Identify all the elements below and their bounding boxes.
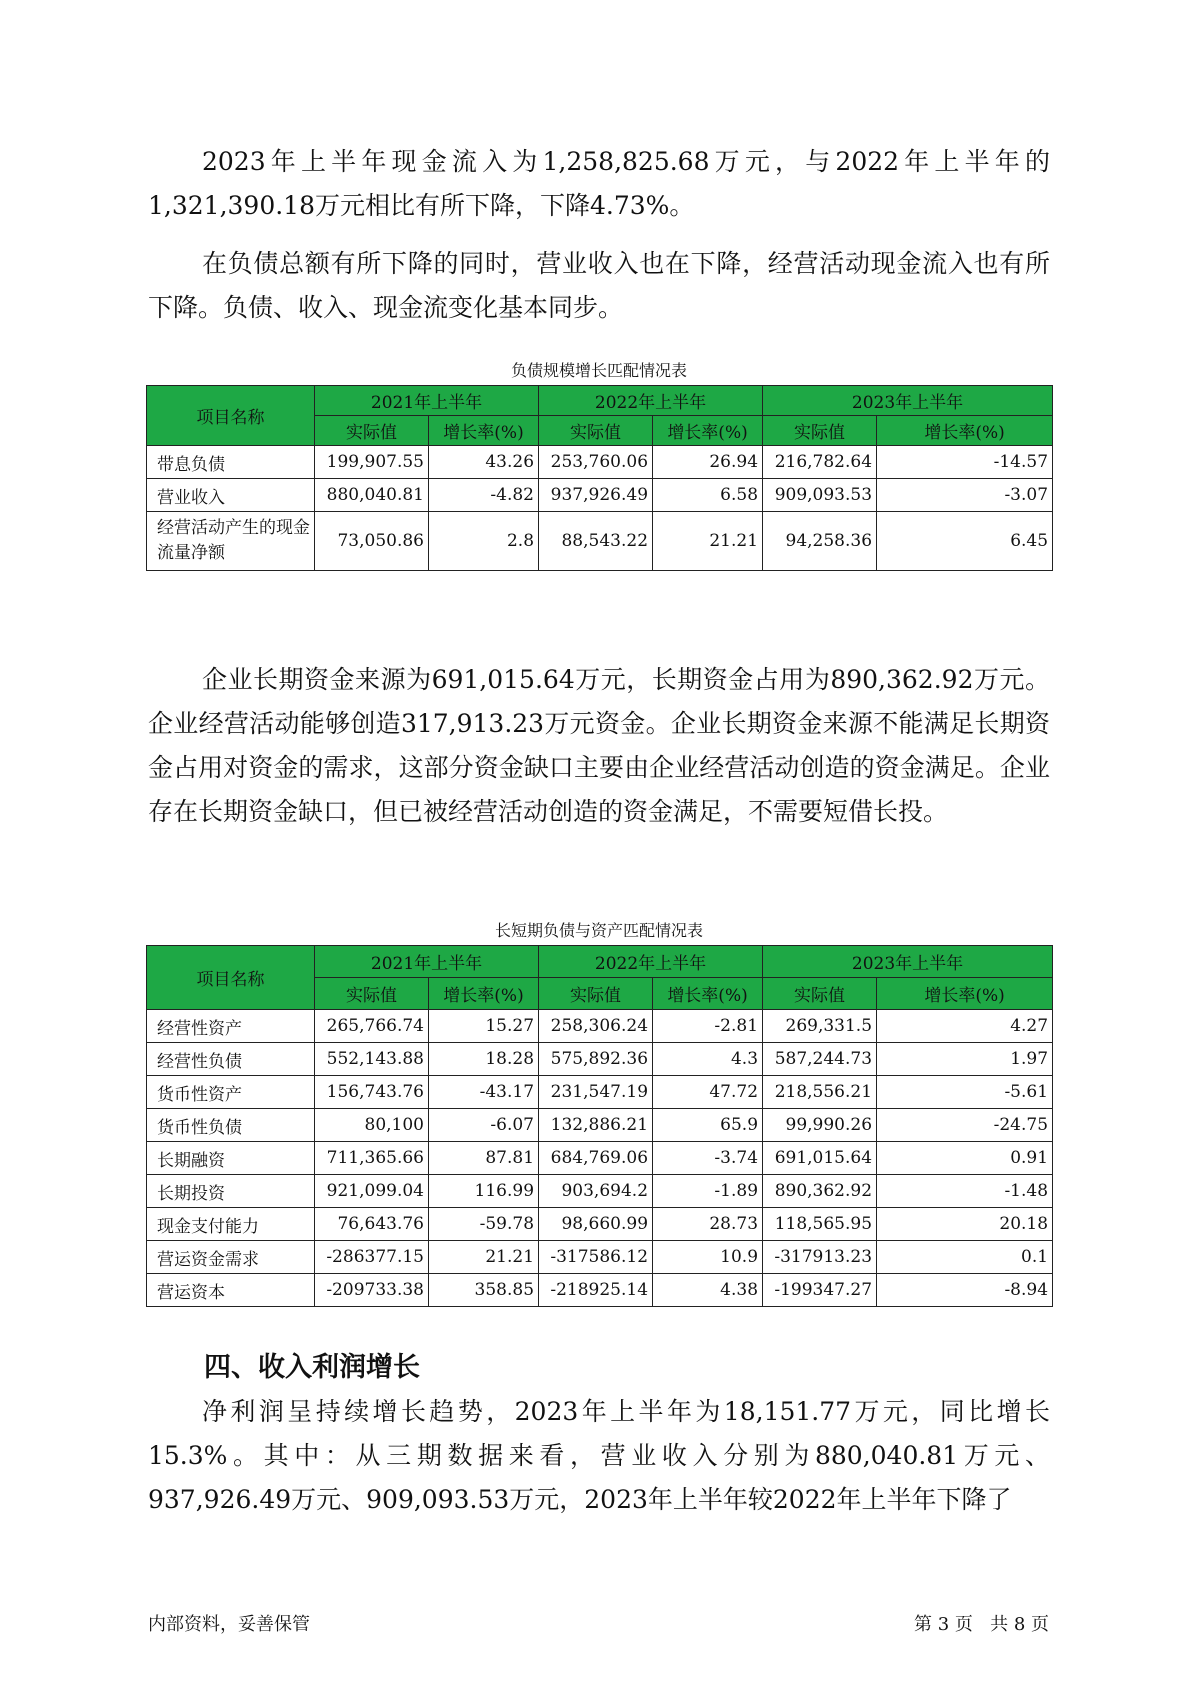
paragraph-long-term-funding: 企业长期资金来源为691,015.64万元，长期资金占用为890,362.92万元。企业经营活动能够创造317,913.23万元资金。企业长期资金来源不能满足长期资金占用对资金的需求，这部分资金缺口主要由企业经营活动创造的资金满足。企业存在长期资金缺口，但已被经营活动创造的资金满足，不需要短借长投。 xyxy=(148,665,1050,826)
table-row xyxy=(147,479,1053,512)
cell-value: 118,565.95 xyxy=(763,1208,877,1241)
cell-value: 88,543.22 xyxy=(539,512,653,571)
header-growth: 增长率(%) xyxy=(877,978,1053,1010)
row-label: 带息负债 xyxy=(147,446,315,479)
cell-value: 98,660.99 xyxy=(539,1208,653,1241)
cell-value: -199347.27 xyxy=(763,1274,877,1307)
cell-value: 10.9 xyxy=(653,1241,763,1274)
cell-value: -286377.15 xyxy=(315,1241,429,1274)
header-actual: 实际值 xyxy=(539,978,653,1010)
cell-value: 880,040.81 xyxy=(315,479,429,512)
asset-liability-match-table xyxy=(146,945,1053,1307)
header-item-name: 项目名称 xyxy=(147,946,315,1010)
cell-value: 4.27 xyxy=(877,1010,1053,1043)
row-label: 长期投资 xyxy=(147,1175,315,1208)
cell-value: 132,886.21 xyxy=(539,1109,653,1142)
cell-value: 691,015.64 xyxy=(763,1142,877,1175)
cell-value: -317913.23 xyxy=(763,1241,877,1274)
row-label: 货币性资产 xyxy=(147,1076,315,1109)
cell-value: 258,306.24 xyxy=(539,1010,653,1043)
cell-value: -317586.12 xyxy=(539,1241,653,1274)
paragraph-profit-growth: 净利润呈持续增长趋势，2023年上半年为18,151.77万元，同比增长15.3%。其中：从三期数据来看，营业收入分别为880,040.81万元、937,926.49万元、909,093.53万元，2023年上半年较2022年上半年下降了 xyxy=(148,1397,1050,1514)
cell-value: -5.61 xyxy=(877,1076,1053,1109)
cell-value: 358.85 xyxy=(429,1274,539,1307)
header-actual: 实际值 xyxy=(763,416,877,446)
table-row xyxy=(147,1142,1053,1175)
cell-value: 552,143.88 xyxy=(315,1043,429,1076)
header-period-2022: 2022年上半年 xyxy=(539,386,763,416)
cell-value: 6.45 xyxy=(877,512,1053,571)
cell-value: 890,362.92 xyxy=(763,1175,877,1208)
table-row xyxy=(147,1241,1053,1274)
cell-value: 43.26 xyxy=(429,446,539,479)
cell-value: 216,782.64 xyxy=(763,446,877,479)
cell-value: 231,547.19 xyxy=(539,1076,653,1109)
table-row xyxy=(147,1208,1053,1241)
row-label: 货币性负债 xyxy=(147,1109,315,1142)
row-label: 经营性负债 xyxy=(147,1043,315,1076)
header-actual: 实际值 xyxy=(539,416,653,446)
header-period-2021: 2021年上半年 xyxy=(315,386,539,416)
row-label: 营运资金需求 xyxy=(147,1241,315,1274)
header-growth: 增长率(%) xyxy=(429,416,539,446)
header-growth: 增长率(%) xyxy=(653,416,763,446)
cell-value: 684,769.06 xyxy=(539,1142,653,1175)
cell-value: 21.21 xyxy=(653,512,763,571)
header-item-name: 项目名称 xyxy=(147,386,315,446)
header-actual: 实际值 xyxy=(763,978,877,1010)
table-row xyxy=(147,1274,1053,1307)
cell-value: 1.97 xyxy=(877,1043,1053,1076)
cell-value: -1.89 xyxy=(653,1175,763,1208)
cell-value: 269,331.5 xyxy=(763,1010,877,1043)
cell-value: -4.82 xyxy=(429,479,539,512)
cell-value: 87.81 xyxy=(429,1142,539,1175)
table-row xyxy=(147,1175,1053,1208)
header-period-2023: 2023年上半年 xyxy=(763,946,1053,978)
table-row xyxy=(147,1010,1053,1043)
row-label: 营业收入 xyxy=(147,479,315,512)
debt-growth-table xyxy=(146,385,1053,571)
cell-value: 94,258.36 xyxy=(763,512,877,571)
cell-value: -59.78 xyxy=(429,1208,539,1241)
cell-value: 26.94 xyxy=(653,446,763,479)
row-label: 长期融资 xyxy=(147,1142,315,1175)
cell-value: 65.9 xyxy=(653,1109,763,1142)
cell-value: 76,643.76 xyxy=(315,1208,429,1241)
cell-value: 156,743.76 xyxy=(315,1076,429,1109)
table1-caption: 负债规模增长匹配情况表 xyxy=(510,361,687,380)
row-label: 经营活动产生的现金流量净额 xyxy=(147,512,315,571)
cell-value: 21.21 xyxy=(429,1241,539,1274)
paragraph-debt-revenue-sync: 在负债总额有所下降的同时，营业收入也在下降，经营活动现金流入也有所下降。负债、收入、现金流变化基本同步。 xyxy=(148,249,1050,322)
header-period-2021: 2021年上半年 xyxy=(315,946,539,978)
cell-value: -209733.38 xyxy=(315,1274,429,1307)
cell-value: 47.72 xyxy=(653,1076,763,1109)
cell-value: 4.38 xyxy=(653,1274,763,1307)
cell-value: 265,766.74 xyxy=(315,1010,429,1043)
cell-value: -6.07 xyxy=(429,1109,539,1142)
footer-page-number: 第 3 页 共 8 页 xyxy=(914,1614,1049,1635)
header-actual: 实际值 xyxy=(315,416,429,446)
table-row xyxy=(147,1043,1053,1076)
cell-value: -24.75 xyxy=(877,1109,1053,1142)
table2-caption: 长短期负债与资产匹配情况表 xyxy=(494,921,703,940)
row-label: 营运资本 xyxy=(147,1274,315,1307)
cell-value: -2.81 xyxy=(653,1010,763,1043)
cell-value: 587,244.73 xyxy=(763,1043,877,1076)
cell-value: 73,050.86 xyxy=(315,512,429,571)
cell-value: 921,099.04 xyxy=(315,1175,429,1208)
cell-value: 2.8 xyxy=(429,512,539,571)
cell-value: 253,760.06 xyxy=(539,446,653,479)
cell-value: 99,990.26 xyxy=(763,1109,877,1142)
footer-confidential-note: 内部资料，妥善保管 xyxy=(148,1614,310,1635)
cell-value: -3.07 xyxy=(877,479,1053,512)
cell-value: 0.1 xyxy=(877,1241,1053,1274)
table-row xyxy=(147,446,1053,479)
header-period-2022: 2022年上半年 xyxy=(539,946,763,978)
header-growth: 增长率(%) xyxy=(653,978,763,1010)
cell-value: 15.27 xyxy=(429,1010,539,1043)
cell-value: 903,694.2 xyxy=(539,1175,653,1208)
section-heading: 四、收入利润增长 xyxy=(204,1352,420,1383)
cell-value: 575,892.36 xyxy=(539,1043,653,1076)
row-label: 现金支付能力 xyxy=(147,1208,315,1241)
cell-value: 28.73 xyxy=(653,1208,763,1241)
cell-value: -43.17 xyxy=(429,1076,539,1109)
cell-value: -1.48 xyxy=(877,1175,1053,1208)
cell-value: 0.91 xyxy=(877,1142,1053,1175)
table-row xyxy=(147,512,1053,571)
cell-value: 218,556.21 xyxy=(763,1076,877,1109)
header-actual: 实际值 xyxy=(315,978,429,1010)
cell-value: 4.3 xyxy=(653,1043,763,1076)
header-period-2023: 2023年上半年 xyxy=(763,386,1053,416)
table-row xyxy=(147,1076,1053,1109)
header-growth: 增长率(%) xyxy=(429,978,539,1010)
header-growth: 增长率(%) xyxy=(877,416,1053,446)
table-row xyxy=(147,1109,1053,1142)
cell-value: 18.28 xyxy=(429,1043,539,1076)
cell-value: -14.57 xyxy=(877,446,1053,479)
paragraph-cash-inflow: 2023年上半年现金流入为1,258,825.68万元，与2022年上半年的1,321,390.18万元相比有所下降，下降4.73%。 xyxy=(148,147,1050,220)
cell-value: -3.74 xyxy=(653,1142,763,1175)
cell-value: 116.99 xyxy=(429,1175,539,1208)
cell-value: 80,100 xyxy=(315,1109,429,1142)
cell-value: 711,365.66 xyxy=(315,1142,429,1175)
cell-value: 909,093.53 xyxy=(763,479,877,512)
cell-value: 937,926.49 xyxy=(539,479,653,512)
cell-value: 6.58 xyxy=(653,479,763,512)
cell-value: -8.94 xyxy=(877,1274,1053,1307)
cell-value: 199,907.55 xyxy=(315,446,429,479)
cell-value: 20.18 xyxy=(877,1208,1053,1241)
cell-value: -218925.14 xyxy=(539,1274,653,1307)
row-label: 经营性资产 xyxy=(147,1010,315,1043)
